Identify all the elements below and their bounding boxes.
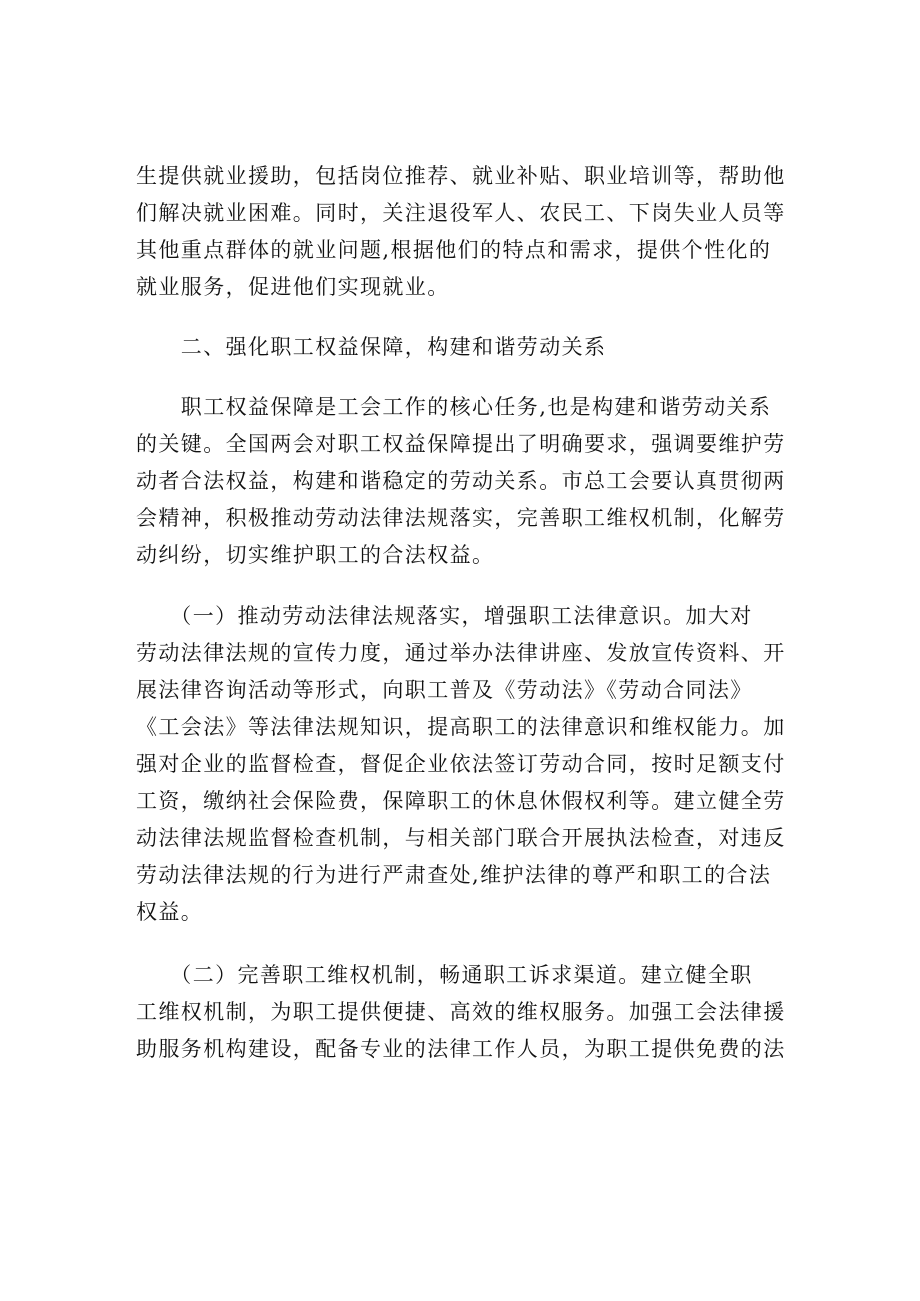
paragraph-employment-assistance	[136, 158, 796, 306]
text-line: 动者合法权益，构建和谐稳定的劳动关系。市总工会要认真贯彻两	[136, 469, 786, 493]
paragraph-spacer	[136, 366, 796, 389]
text-line: 就业服务，促进他们实现就业。	[136, 275, 450, 299]
text-line: 权益。	[136, 900, 204, 924]
text-line: 职工权益保障是工会工作的核心任务,也是构建和谐劳动关系	[136, 395, 772, 419]
text-line: 的关键。全国两会对职工权益保障提出了明确要求，强调要维护劳	[136, 432, 786, 456]
paragraph-labor-law	[136, 598, 796, 931]
text-line: 动法律法规监督检查机制，与相关部门联合开展执法检查，对违反	[136, 826, 786, 850]
paragraph-rights-protection	[136, 389, 796, 574]
text-line: （一）推动劳动法律法规落实，增强职工法律意识。加大对	[136, 604, 753, 628]
text-line: 展法律咨询活动等形式，向职工普及《劳动法》《劳动合同法》	[136, 678, 753, 702]
text-line: 劳动法律法规的宣传力度，通过举办法律讲座、发放宣传资料、开	[136, 641, 786, 665]
text-line: 强对企业的监督检查，督促企业依法签订劳动合同，按时足额支付	[136, 752, 786, 776]
text-line: 动纠纷，切实维护职工的合法权益。	[136, 543, 495, 567]
text-line: 助服务机构建设，配备专业的法律工作人员，为职工提供免费的法	[136, 1037, 786, 1061]
paragraph-spacer	[136, 306, 796, 329]
text-line: 们解决就业困难。同时，关注退役军人、农民工、下岗失业人员等	[136, 201, 786, 225]
text-line: 生提供就业援助，包括岗位推荐、就业补贴、职业培训等，帮助他	[136, 164, 786, 188]
text-line: 其他重点群体的就业问题,根据他们的特点和需求，提供个性化的	[136, 238, 772, 262]
paragraph-spacer	[136, 931, 796, 957]
heading-text: 二、强化职工权益保障，构建和谐劳动关系	[136, 335, 607, 359]
paragraph-spacer	[136, 574, 796, 598]
text-line: 劳动法律法规的行为进行严肃查处,维护法律的尊严和职工的合法	[136, 863, 772, 887]
document-body	[136, 158, 796, 1068]
text-line: （二）完善职工维权机制，畅通职工诉求渠道。建立健全职	[136, 963, 753, 987]
paragraph-grievance-mechanism	[136, 957, 796, 1068]
section-heading-2	[136, 329, 796, 366]
text-line: 会精神，积极推动劳动法律法规落实，完善职工维权机制，化解劳	[136, 506, 786, 530]
text-line: 《工会法》等法律法规知识，提高职工的法律意识和维权能力。加	[136, 715, 786, 739]
text-line: 工资，缴纳社会保险费，保障职工的休息休假权利等。建立健全劳	[136, 789, 786, 813]
text-line: 工维权机制，为职工提供便捷、高效的维权服务。加强工会法律援	[136, 1000, 786, 1024]
